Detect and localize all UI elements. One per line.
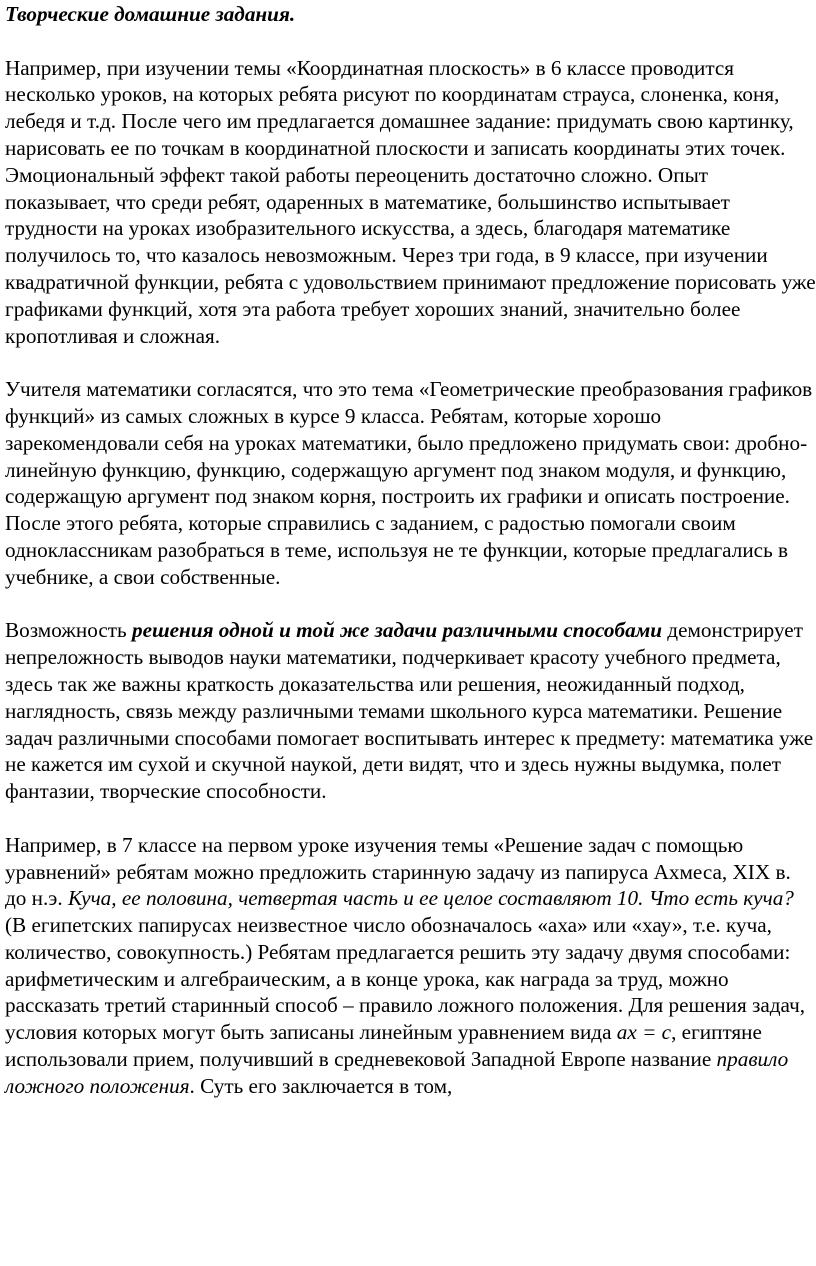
- problem-statement: Куча, ее половина, четвертая часть и ее целое составляют 10. Что есть куча?: [68, 886, 794, 911]
- paragraph-ahmes-problem: [5, 832, 816, 1100]
- paragraph-multiple-methods: [5, 617, 816, 805]
- paragraph-text: Например, в 7 классе на первом уроке изучения темы «Решение задач с помощью уравнений» ребятам можно предложить старинную задачу из папируса Ахмеса, XIX в. до н.э.: [5, 832, 791, 911]
- equation: ax = c: [616, 1020, 672, 1045]
- section-heading: Творческие домашние задания.: [5, 2, 296, 26]
- emphasis-text: решения одной и той же задачи различными способами: [132, 618, 662, 643]
- paragraph-text: , египтяне использовали прием, получивший в средневековой Западной Европе название: [5, 1020, 762, 1072]
- document-page: [5, 0, 816, 1100]
- paragraph-text: (В египетских папирусах неизвестное число обозначалось «аха» или «хау», т.е. куча, количество, совокупность.) Ребятам предлагается решить эту задачу двумя способами: арифметическим и алгебраическим, а в конце урока, как награда за труд, можно рассказать третий старинный способ – правило ложного положения. Для решения задач, условия которых могут быть записаны линейным уравнением вида: [5, 913, 806, 1045]
- paragraph-text: . Суть его заключается в том,: [189, 1073, 453, 1098]
- paragraph-text: демонстрирует непреложность выводов науки математики, подчеркивает красоту учебного предмета, здесь так же важны краткость доказательства или решения, неожиданный подход, наглядность, связь между различными темами школьного курса математики. Решение задач различными способами помогает воспитывать интерес к предмету: математика уже не кажется им сухой и скучной наукой, дети видят, что и здесь нужны выдумка, полет фантазии, творческие способности.: [5, 618, 814, 804]
- paragraph-function-graphs: Учителя математики согласятся, что это тема «Геометрические преобразования графиков функций» из самых сложных в курсе 9 класса. Ребятам, которые хорошо зарекомендовали себя на уроках математики, было предложено придумать свои: дробно-линейную функцию, функцию, содержащую аргумент под знаком модуля, и функцию, содержащую аргумент под знаком корня, построить их графики и описать построение. После этого ребята, которые справились с заданием, с радостью помогали своим одноклассникам разобраться в теме, используя не те функции, которые предлагались в учебнике, а свои собственные.: [5, 377, 813, 589]
- paragraph-coordinate-plane: Например, при изучении темы «Координатная плоскость» в 6 классе проводится несколько уроков, на которых ребята рисуют по координатам страуса, слоненка, коня, лебедя и т.д. После чего им предлагается домашнее задание: придумать свою картинку, нарисовать ее по точкам в координатной плоскости и записать координаты этих точек. Эмоциональный эффект такой работы переоценить достаточно сложно. Опыт показывает, что среди ребят, одаренных в математике, большинство испытывает трудности на уроках изобразительного искусства, а здесь, благодаря математике получилось то, что казалось невозможным. Через три года, в 9 классе, при изучении квадратичной функции, ребята с удовольствием принимают предложение порисовать уже графиками функций, хотя эта работа требует хороших знаний, значительно более кропотливая и сложная.: [5, 55, 816, 348]
- term-false-position: правило ложного положения: [5, 1047, 789, 1098]
- paragraph-text: Возможность: [5, 618, 132, 643]
